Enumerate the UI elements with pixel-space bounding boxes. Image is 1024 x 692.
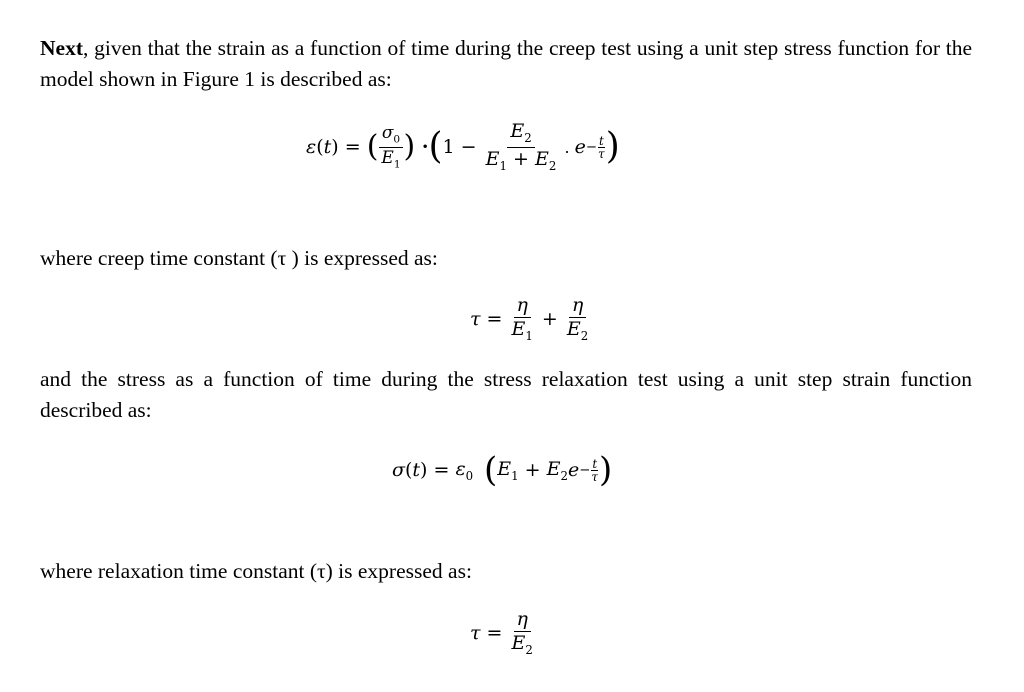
creep-tau-paragraph: where creep time constant (τ ) is expressed as: [40, 246, 438, 270]
relaxation-paragraph: and the stress as a function of time during the stress relaxation test using a unit step strain function described as: [40, 367, 972, 422]
relaxation-tau-paragraph: where relaxation time constant (τ) is expressed as: [40, 559, 472, 583]
intro-lead: Next [40, 36, 83, 60]
intro-text: , given that the strain as a function of time during the creep test using a unit step stress function for the model shown in Figure 1 is described as: [40, 36, 972, 91]
intro-paragraph [40, 33, 972, 95]
